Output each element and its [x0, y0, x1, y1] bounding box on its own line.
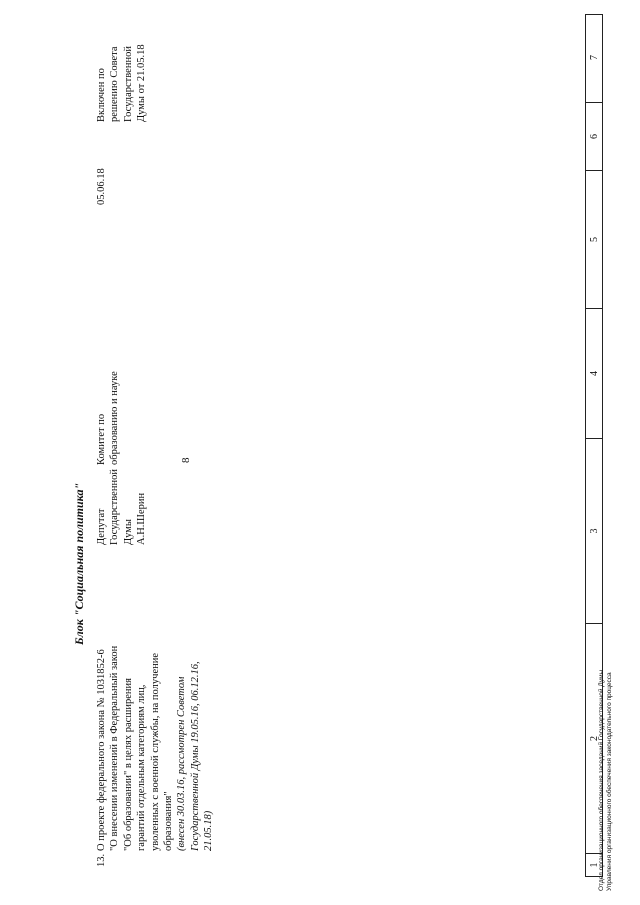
- block-title: Блок "Социальная политика": [72, 482, 86, 645]
- decision-cell: [95, 44, 149, 122]
- initiator-cell: [95, 469, 149, 545]
- bill-note-line: Государственной Думы 19.05.16, 06.12.16,: [189, 661, 201, 851]
- decision-line: Включен по: [96, 68, 107, 122]
- decision-line: Государственной: [122, 46, 134, 122]
- committee-line: образованию и науке: [109, 371, 121, 465]
- bill-line: "Об образовании" в целях расширения: [122, 678, 134, 851]
- decision-line: решению Совета: [109, 46, 121, 122]
- footer: [598, 670, 614, 891]
- bill-line: образования": [163, 791, 175, 851]
- bill-cell: [95, 646, 216, 851]
- committee-cell: [95, 371, 122, 465]
- date-cell: 05.06.18: [96, 168, 107, 205]
- bill-line: гарантий отдельным категориям лиц,: [136, 684, 148, 851]
- bill-line: О проекте федерального закона № 1031852-6: [96, 649, 107, 851]
- page-number: 8: [180, 457, 192, 463]
- committee-line: Комитет по: [96, 413, 107, 465]
- initiator-line: Государственной: [109, 469, 121, 545]
- header-col-2: 2: [586, 624, 602, 854]
- bill-note-line: 21.05.18): [203, 810, 215, 851]
- header-col-6: 6: [586, 103, 602, 171]
- initiator-line: Депутат: [96, 508, 107, 545]
- initiator-line: Думы: [122, 519, 134, 545]
- bill-line: "О внесении изменений в Федеральный закон: [109, 645, 121, 851]
- bill-line: уволенных с военной службы, на получение: [149, 653, 161, 851]
- bill-note-line: (внесен 30.03.16, рассмотрен Советом: [176, 676, 188, 851]
- decision-line: Думы от 21.05.18: [136, 44, 148, 122]
- header-col-5: 5: [586, 171, 602, 309]
- header-col-1: 1: [589, 862, 600, 868]
- header-col-3: 3: [586, 439, 602, 624]
- row-number: 13.: [96, 853, 107, 867]
- footer-line: Управления организационного обеспечения законодательного процесса: [606, 672, 613, 891]
- footer-line: Отдел организационного обеспечения заседаний Государственной Думы: [598, 669, 605, 891]
- header-col-7: 7: [586, 13, 602, 103]
- header-col-4: 4: [586, 309, 602, 439]
- initiator-line: А.Н.Шерин: [136, 492, 148, 545]
